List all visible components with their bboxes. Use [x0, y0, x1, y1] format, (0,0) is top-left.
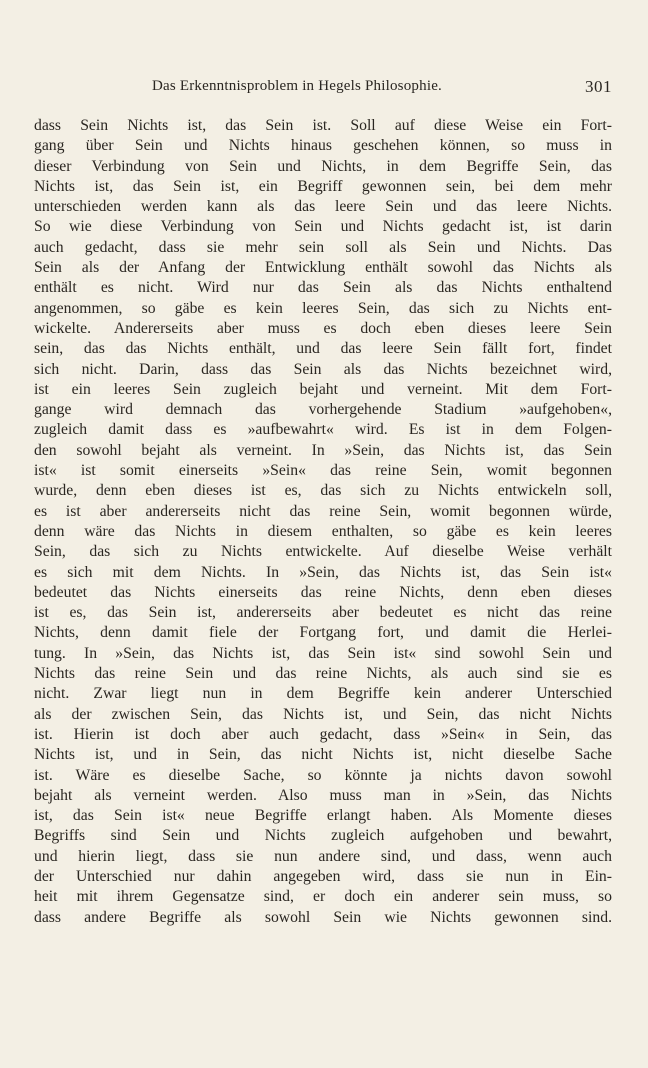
- text-line: nicht. Zwar liegt nun in dem Begriffe kein anderer Unterschied: [34, 685, 612, 703]
- text-line: den sowohl bejaht als verneint. In »Sein, das Nichts ist, das Sein: [34, 441, 612, 459]
- text-line: enthält es nicht. Wird nur das Sein als das Nichts enthaltend: [34, 279, 612, 297]
- text-line: gang über Sein und Nichts hinaus geschehen können, so muss in: [34, 137, 612, 155]
- text-line: heit mit ihrem Gegensatze sind, er doch ein anderer sein muss, so: [34, 888, 612, 906]
- text-line: ist ein leeres Sein zugleich bejaht und verneint. Mit dem Fort-: [34, 380, 612, 398]
- text-line: ist es, das Sein ist, andererseits aber bedeutet es nicht das reine: [34, 604, 612, 622]
- running-title: Das Erkenntnisproblem in Hegels Philosophie.: [151, 78, 442, 94]
- text-line: dass Sein Nichts ist, das Sein ist. Soll auf diese Weise ein Fort-: [34, 117, 612, 134]
- text-line: Begriffs sind Sein und Nichts zugleich aufgehoben und bewahrt,: [34, 827, 612, 845]
- page-number: 301: [585, 77, 612, 96]
- text-line: gange wird demnach das vorhergehende Stadium »aufgehoben«,: [34, 401, 612, 419]
- text-line: wurde, denn eben dieses ist es, das sich zu Nichts entwickeln soll,: [34, 482, 612, 500]
- text-line: Sein, das sich zu Nichts entwickelte. Auf dieselbe Weise verhält: [34, 543, 612, 561]
- text-line: denn wäre das Nichts in diesem enthalten, so gäbe es kein leeres: [34, 522, 612, 540]
- text-line: angenommen, so gäbe es kein leeres Sein, das sich zu Nichts ent-: [34, 299, 612, 317]
- text-line: Nichts, denn damit fiele der Fortgang fort, und damit die Herlei-: [34, 624, 612, 642]
- text-line: ist« ist somit einerseits »Sein« das reine Sein, womit begonnen: [34, 462, 612, 480]
- text-line: als der zwischen Sein, das Nichts ist, und Sein, das nicht Nichts: [34, 705, 612, 723]
- body-text: [34, 116, 612, 928]
- text-line: sich nicht. Darin, dass das Sein als das Nichts bezeichnet wird,: [34, 360, 612, 378]
- text-line: ist. Wäre es dieselbe Sache, so könnte ja nichts davon sowohl: [34, 766, 612, 784]
- text-line: ist, das Sein ist« neue Begriffe erlangt haben. Als Momente dieses: [34, 807, 612, 825]
- text-line: ist. Hierin ist doch aber auch gedacht, dass »Sein« in Sein, das: [34, 725, 612, 743]
- text-line: So wie diese Verbindung von Sein und Nichts gedacht ist, ist darin: [34, 218, 612, 236]
- text-line: bejaht als verneint werden. Also muss man in »Sein, das Nichts: [34, 786, 612, 804]
- text-line: bedeutet das Nichts einerseits das reine Nichts, denn eben dieses: [34, 583, 612, 601]
- text-line: sein, das das Nichts enthält, und das leere Sein fällt fort, findet: [34, 340, 612, 358]
- text-line: Nichts ist, das Sein ist, ein Begriff gewonnen sein, bei dem mehr: [34, 177, 612, 195]
- text-line: wickelte. Andererseits aber muss es doch eben dieses leere Sein: [34, 319, 612, 337]
- text-line: dieser Verbindung von Sein und Nichts, in dem Begriffe Sein, das: [34, 157, 612, 175]
- text-line: und hierin liegt, dass sie nun andere sind, und dass, wenn auch: [34, 847, 612, 865]
- running-head: [34, 78, 612, 100]
- text-line: es sich mit dem Nichts. In »Sein, das Nichts ist, das Sein ist«: [34, 563, 612, 581]
- text-line: zugleich damit dass es »aufbewahrt« wird. Es ist in dem Folgen-: [34, 421, 612, 439]
- text-line: tung. In »Sein, das Nichts ist, das Sein ist« sind sowohl Sein und: [34, 644, 612, 662]
- text-line: Sein als der Anfang der Entwicklung enthält sowohl das Nichts als: [34, 259, 612, 277]
- text-line: auch gedacht, dass sie mehr sein soll als Sein und Nichts. Das: [34, 238, 612, 256]
- text-line: Nichts das reine Sein und das reine Nichts, als auch sind sie es: [34, 665, 612, 683]
- text-line: der Unterschied nur dahin angegeben wird, dass sie nun in Ein-: [34, 867, 612, 885]
- text-line: Nichts ist, und in Sein, das nicht Nichts ist, nicht dieselbe Sache: [34, 746, 612, 764]
- text-line: dass andere Begriffe als sowohl Sein wie Nichts gewonnen sind.: [34, 908, 612, 926]
- text-line: unterschieden werden kann als das leere Sein und das leere Nichts.: [34, 198, 612, 216]
- text-line: es ist aber andererseits nicht das reine Sein, womit begonnen würde,: [34, 502, 612, 520]
